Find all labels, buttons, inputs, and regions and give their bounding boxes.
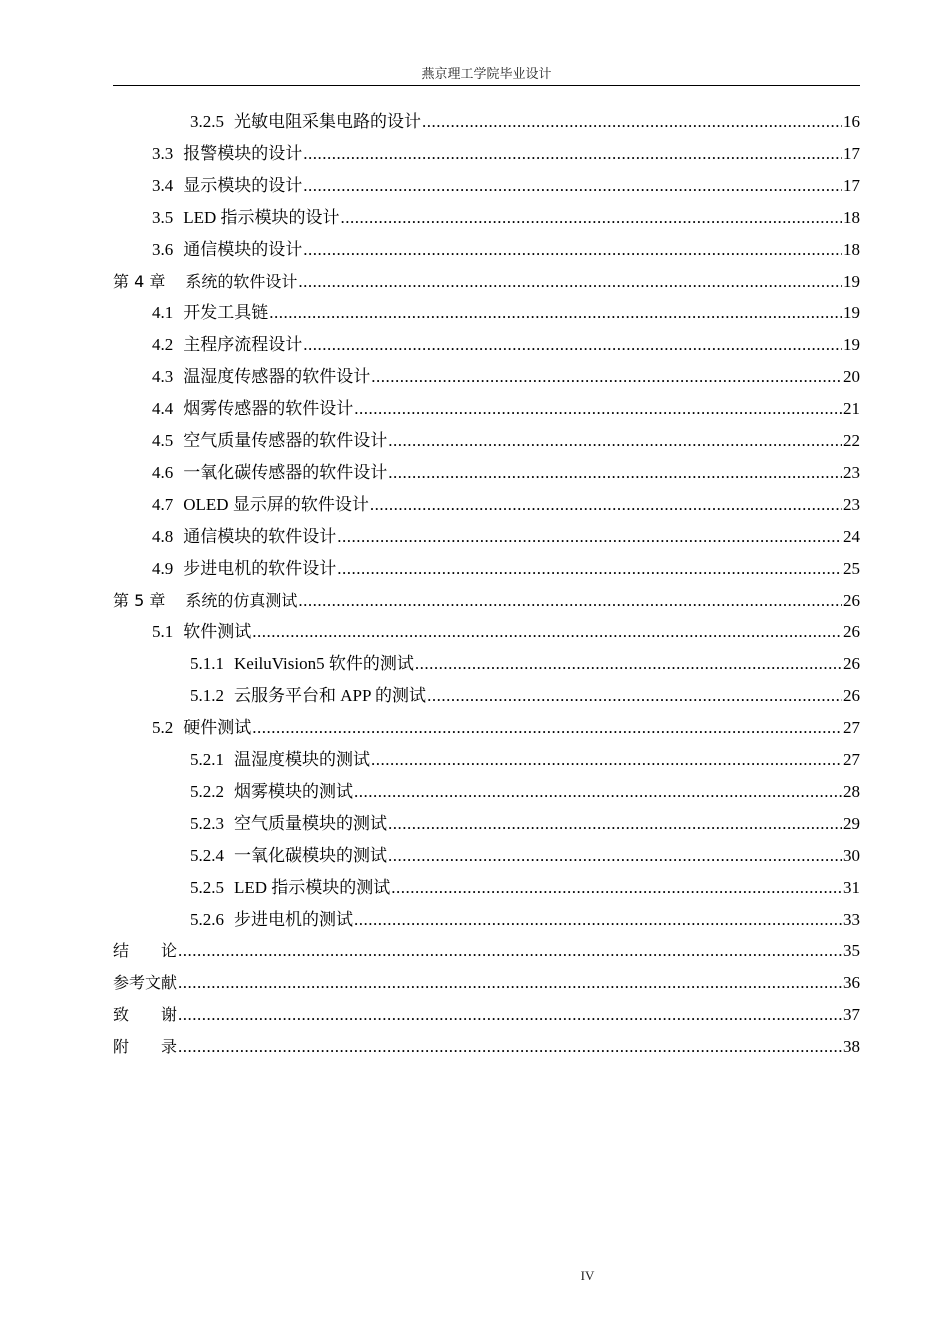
dot-leader xyxy=(341,207,842,229)
dot-leader xyxy=(178,1004,842,1026)
toc-entry-page: 25 xyxy=(843,558,860,578)
toc-entry[interactable] xyxy=(152,231,860,261)
dot-leader xyxy=(303,334,842,356)
toc-entry-number: 4.7 xyxy=(152,494,174,514)
toc-entry-number: 5.2.6 xyxy=(190,909,224,929)
toc-entry-page: 19 xyxy=(843,271,860,291)
toc-entry[interactable] xyxy=(113,996,860,1026)
toc-entry-page: 17 xyxy=(843,143,860,163)
toc-entry-number: 4.4 xyxy=(152,399,174,419)
toc-entry-title: 温湿度传感器的软件设计 xyxy=(183,367,371,387)
toc-entry-title: 空气质量传感器的软件设计 xyxy=(183,431,388,450)
toc-entry-title: 步进电机的软件设计 xyxy=(183,558,337,578)
toc-entry-page: 26 xyxy=(843,686,860,706)
toc-entry-title: 致 谢 xyxy=(113,1005,178,1025)
toc-entry-title: 开发工具链 xyxy=(183,303,269,323)
dot-leader xyxy=(298,271,842,293)
toc-entry-title: 空气质量模块的测试 xyxy=(234,813,387,833)
toc-entry[interactable] xyxy=(190,741,860,771)
toc-entry-title: 温湿度模块的测试 xyxy=(234,750,370,769)
toc-entry[interactable] xyxy=(152,709,860,739)
toc-entry-title: LED 指示模块的测试 xyxy=(234,877,391,897)
toc-entry-page: 36 xyxy=(843,973,860,993)
toc-entry-number: 3.6 xyxy=(152,239,174,259)
toc-entry-title: 参考文献 xyxy=(113,973,178,993)
toc-entry-number: 5.2.1 xyxy=(190,750,224,769)
toc-entry-page: 26 xyxy=(843,622,860,642)
toc-entry-page: 27 xyxy=(843,750,860,769)
toc-entry[interactable] xyxy=(190,901,860,931)
toc-entry-title: 显示模块的设计 xyxy=(183,175,303,195)
toc-entry[interactable] xyxy=(113,932,860,962)
toc-entry[interactable] xyxy=(190,677,860,707)
toc-entry-title: 烟雾传感器的软件设计 xyxy=(183,399,354,419)
dot-leader xyxy=(337,526,842,548)
toc-entry-number: 3.2.5 xyxy=(190,112,224,131)
toc-entry-title: 一氧化碳传感器的软件设计 xyxy=(183,462,388,482)
toc-entry-title: OLED 显示屏的软件设计 xyxy=(183,494,369,514)
toc-entry[interactable] xyxy=(113,1028,860,1058)
toc-entry-page: 17 xyxy=(843,175,860,195)
toc-entry-page: 19 xyxy=(843,335,860,355)
toc-entry-title: 系统的软件设计 xyxy=(185,271,298,291)
toc-entry-title: 通信模块的设计 xyxy=(183,239,303,259)
dot-leader xyxy=(422,111,842,133)
toc-entry-title: KeiluVision5 软件的测试 xyxy=(234,654,414,674)
toc-entry[interactable] xyxy=(152,135,860,165)
toc-entry-title: 通信模块的软件设计 xyxy=(183,526,337,546)
toc-entry-title: 附 录 xyxy=(113,1037,178,1057)
toc-entry[interactable] xyxy=(152,550,860,580)
toc-entry-number: 第 5 章 xyxy=(113,590,166,610)
dot-leader xyxy=(178,940,842,962)
header-rule xyxy=(113,85,860,86)
toc-entry-title: 一氧化碳模块的测试 xyxy=(234,845,387,865)
toc-entry-number: 4.3 xyxy=(152,367,174,387)
toc-entry-page: 22 xyxy=(843,431,860,450)
toc-entry-page: 18 xyxy=(843,207,860,227)
toc-entry-title: LED 指示模块的设计 xyxy=(183,207,340,227)
dot-leader xyxy=(178,972,842,994)
toc-entry-page: 21 xyxy=(843,399,860,419)
dot-leader xyxy=(354,781,842,803)
dot-leader xyxy=(427,685,842,707)
toc-entry[interactable] xyxy=(152,454,860,484)
toc-entry-number: 4.9 xyxy=(152,558,174,578)
toc-entry[interactable] xyxy=(152,326,860,356)
toc-entry-number: 4.6 xyxy=(152,462,174,482)
toc-entry-title: 报警模块的设计 xyxy=(183,143,303,163)
toc-entry-page: 16 xyxy=(843,112,860,131)
toc-entry-title: 光敏电阻采集电路的设计 xyxy=(234,112,421,131)
toc-entry-number: 3.5 xyxy=(152,207,174,227)
toc-entry[interactable] xyxy=(113,964,860,994)
dot-leader xyxy=(303,239,842,261)
toc-entry-title: 硬件测试 xyxy=(183,718,252,738)
toc-entry-page: 35 xyxy=(843,941,860,961)
toc-entry[interactable] xyxy=(152,518,860,548)
toc-entry-number: 4.2 xyxy=(152,335,174,355)
toc-entry[interactable] xyxy=(152,294,860,324)
toc-entry-page: 27 xyxy=(843,718,860,738)
toc-entry[interactable] xyxy=(113,582,860,612)
toc-entry[interactable] xyxy=(152,199,860,229)
toc-entry[interactable] xyxy=(190,837,860,867)
dot-leader xyxy=(388,462,842,484)
toc-entry-number: 4.1 xyxy=(152,303,174,323)
toc-entry[interactable] xyxy=(152,613,860,643)
page-number: IV xyxy=(580,1268,595,1283)
dot-leader xyxy=(371,366,842,388)
toc-entry-page: 29 xyxy=(843,813,860,833)
toc-entry-number: 5.2 xyxy=(152,718,174,738)
dot-leader xyxy=(354,398,842,420)
dot-leader xyxy=(252,621,842,643)
dot-leader xyxy=(391,877,842,899)
toc-entry-page: 24 xyxy=(843,526,860,546)
toc-entry-number: 5.2.5 xyxy=(190,877,224,897)
dot-leader xyxy=(371,749,842,771)
toc-entry-page: 26 xyxy=(843,654,860,674)
toc-entry-page: 23 xyxy=(843,462,860,482)
toc-entry-title: 主程序流程设计 xyxy=(183,335,303,355)
toc-entry-title: 步进电机的测试 xyxy=(234,909,353,929)
dot-leader xyxy=(178,1036,842,1058)
toc-entry[interactable] xyxy=(190,645,860,675)
dot-leader xyxy=(388,813,842,835)
toc-entry-page: 28 xyxy=(843,781,860,801)
toc-entry-page: 26 xyxy=(843,590,860,610)
toc-entry[interactable] xyxy=(152,390,860,420)
toc-entry-title: 系统的仿真测试 xyxy=(185,590,298,610)
toc-entry-number: 3.4 xyxy=(152,175,174,195)
toc-entry-number: 5.2.3 xyxy=(190,813,224,833)
toc-entry-page: 30 xyxy=(843,845,860,865)
toc-entry-number: 5.2.4 xyxy=(190,845,224,865)
toc-entry-page: 37 xyxy=(843,1005,860,1025)
dot-leader xyxy=(303,143,842,165)
dot-leader xyxy=(415,653,842,675)
toc-entry-title: 结 论 xyxy=(113,941,178,961)
toc-entry-title: 云服务平台和 APP 的测试 xyxy=(234,686,427,706)
toc-entry[interactable] xyxy=(190,773,860,803)
toc-entry-number: 4.8 xyxy=(152,526,174,546)
toc-entry[interactable] xyxy=(190,805,860,835)
toc-entry-page: 23 xyxy=(843,494,860,514)
toc-entry-number: 5.2.2 xyxy=(190,781,224,801)
toc-entry[interactable] xyxy=(152,358,860,388)
toc-entry-page: 31 xyxy=(843,877,860,897)
dot-leader xyxy=(388,845,842,867)
toc-entry-title: 烟雾模块的测试 xyxy=(234,781,353,801)
toc-entry[interactable] xyxy=(190,869,860,899)
toc-entry-title: 软件测试 xyxy=(183,622,252,642)
dot-leader xyxy=(388,430,842,452)
toc-entry[interactable] xyxy=(113,263,860,293)
dot-leader xyxy=(370,494,842,516)
toc-entry-page: 19 xyxy=(843,303,860,323)
toc-entry[interactable] xyxy=(152,167,860,197)
dot-leader xyxy=(337,558,842,580)
toc-entry[interactable] xyxy=(190,103,860,133)
toc-entry-number: 5.1 xyxy=(152,622,174,642)
toc-entry-page: 18 xyxy=(843,239,860,259)
toc-entry[interactable] xyxy=(152,422,860,452)
running-header: 燕京理工学院毕业设计 xyxy=(421,66,552,81)
toc-entry-number: 3.3 xyxy=(152,143,174,163)
dot-leader xyxy=(252,717,842,739)
toc-entry-page: 38 xyxy=(843,1037,860,1057)
toc-entry-number: 第 4 章 xyxy=(113,271,166,291)
toc-entry[interactable] xyxy=(152,486,860,516)
dot-leader xyxy=(298,590,842,612)
toc-entry-number: 5.1.1 xyxy=(190,654,224,674)
toc-entry-number: 5.1.2 xyxy=(190,686,224,706)
dot-leader xyxy=(303,175,842,197)
dot-leader xyxy=(269,302,842,324)
dot-leader xyxy=(354,909,842,931)
toc-entry-page: 33 xyxy=(843,909,860,929)
toc-entry-page: 20 xyxy=(843,367,860,387)
toc-entry-number: 4.5 xyxy=(152,431,174,450)
